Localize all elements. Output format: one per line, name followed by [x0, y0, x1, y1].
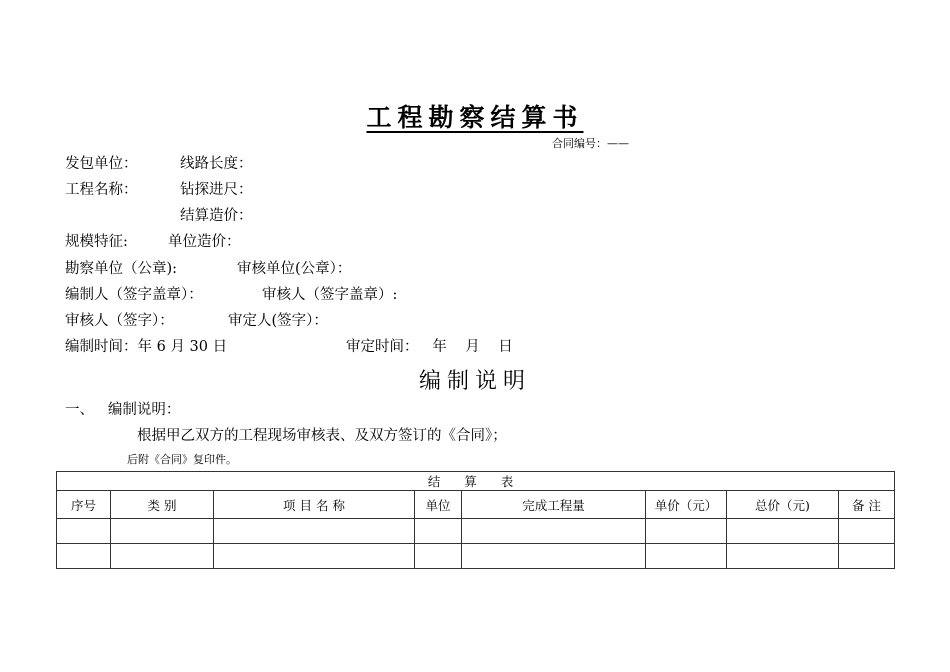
header-quantity: 完成工程量: [462, 491, 646, 519]
table-cell: [727, 544, 839, 569]
table-row: [57, 519, 895, 544]
table-cell: [415, 544, 462, 569]
table-cell: [839, 519, 895, 544]
contract-number: 合同编号：——: [552, 137, 629, 150]
table-cell: [462, 519, 646, 544]
survey-unit-label: 勘察单位（公章):: [65, 261, 178, 277]
table-cell: [57, 544, 111, 569]
document-title-text: 工程勘察结算书: [366, 103, 584, 132]
compiler-label: 编制人（签字盖章）：: [65, 287, 203, 303]
section-title: 编制说明: [418, 369, 531, 394]
header-remarks: 备 注: [839, 491, 895, 519]
table-cell: [839, 544, 895, 569]
project-name-label: 工程名称：: [65, 182, 138, 198]
approver-label: 审定人(签字）：: [228, 313, 328, 329]
table-row: [57, 544, 895, 569]
header-category: 类 别: [111, 491, 214, 519]
table-cell: [214, 544, 415, 569]
table-caption: 结 算 表: [57, 472, 895, 491]
compile-time-label: 编制时间：年 6 月 30 日: [65, 339, 228, 355]
unit-cost-label: 单位造价：: [168, 234, 241, 250]
header-seq: 序号: [57, 491, 111, 519]
auditor-sign-label: 审核人（签字）：: [65, 313, 174, 329]
audit-unit-label: 审核单位(公章）：: [237, 261, 352, 277]
section-one-heading: 一、 编制说明：: [65, 402, 181, 418]
basis-text: 根据甲乙双方的工程现场审核表、及双方签订的《合同》；: [137, 428, 507, 444]
auditor-seal-label: 审核人（签字盖章）:: [262, 287, 398, 303]
table-cell: [214, 519, 415, 544]
table-cell: [646, 519, 727, 544]
table-cell: [57, 519, 111, 544]
table-cell: [727, 519, 839, 544]
line-length-label: 线路长度：: [180, 156, 253, 172]
header-item-name: 项 目 名 称: [214, 491, 415, 519]
header-total-price: 总价（元): [727, 491, 839, 519]
table-cell: [646, 544, 727, 569]
scale-label: 规模特征:: [65, 234, 128, 250]
table-cell: [462, 544, 646, 569]
settlement-table: [56, 471, 895, 569]
table-cell: [415, 519, 462, 544]
approve-time-label: 审定时间： 年 月 日: [346, 339, 513, 355]
table-cell: [111, 519, 214, 544]
header-unit: 单位: [415, 491, 462, 519]
document-title: [0, 98, 950, 134]
table-cell: [111, 544, 214, 569]
header-unit-price: 单价（元）: [646, 491, 727, 519]
drilling-footage-label: 钻探进尺：: [180, 182, 253, 198]
employer-label: 发包单位：: [65, 156, 138, 172]
settlement-cost-label: 结算造价：: [180, 208, 253, 224]
attachment-note: 后附《合同》复印件。: [127, 453, 237, 466]
